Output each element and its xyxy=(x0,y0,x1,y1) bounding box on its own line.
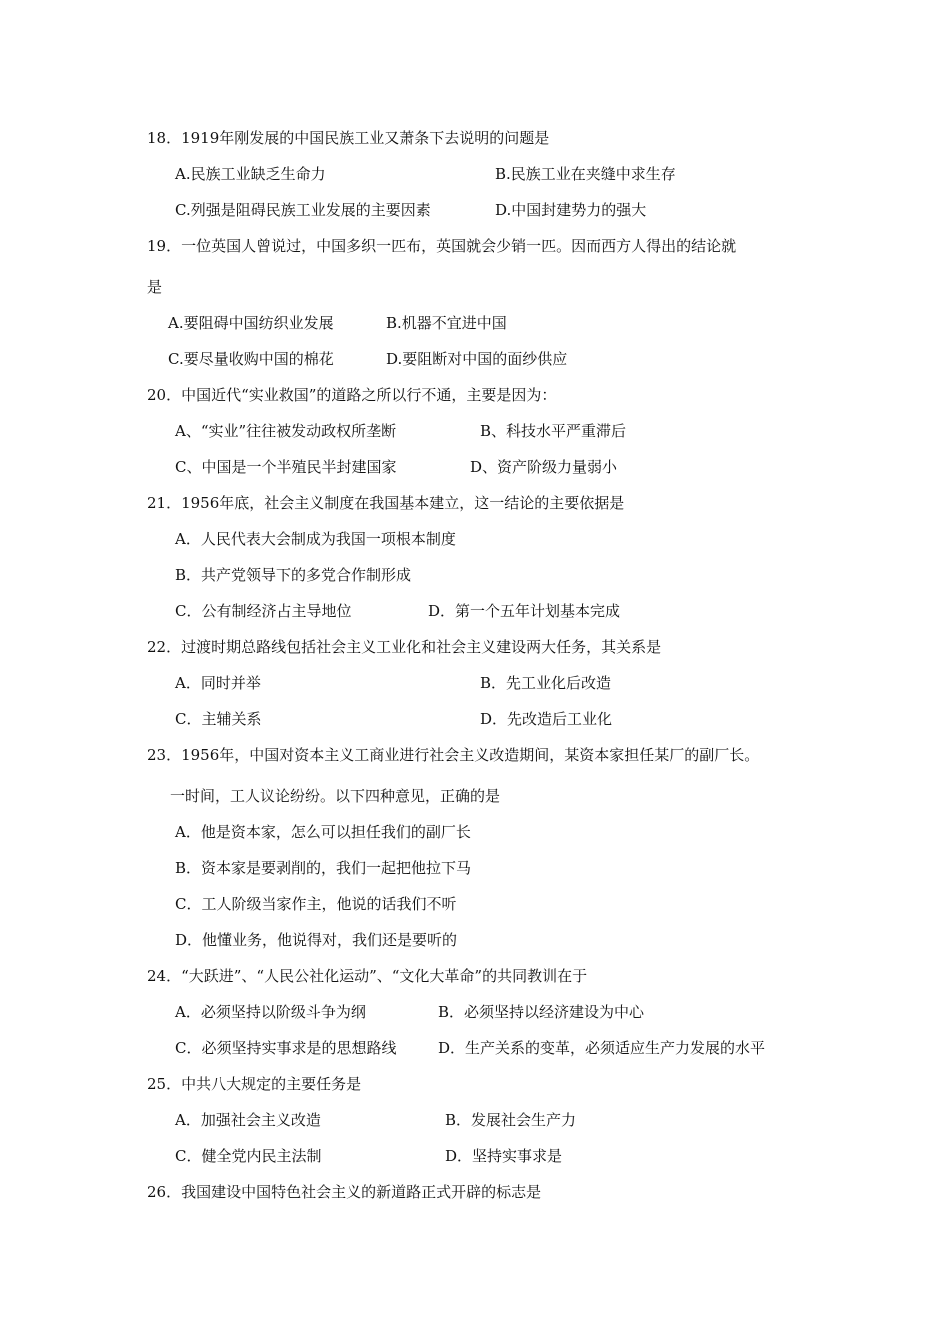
question-19-option-a: A.要阻碍中国纺织业发展 xyxy=(168,314,334,332)
question-25-option-b: B．发展社会生产力 xyxy=(445,1111,577,1129)
question-22-option-c: C．主辅关系 xyxy=(175,710,262,728)
question-23-option-a: A．他是资本家，怎么可以担任我们的副厂长 xyxy=(175,823,471,841)
question-19-option-d: D.要阻断对中国的面纱供应 xyxy=(386,350,568,368)
question-22-stem: 22．过渡时期总路线包括社会主义工业化和社会主义建设两大任务，其关系是 xyxy=(147,638,662,656)
question-25-option-d: D．坚持实事求是 xyxy=(445,1147,563,1165)
question-26-stem: 26．我国建设中国特色社会主义的新道路正式开辟的标志是 xyxy=(147,1183,542,1201)
question-18-option-c: C.列强是阻碍民族工业发展的主要因素 xyxy=(175,201,431,219)
question-18-option-a: A.民族工业缺乏生命力 xyxy=(175,165,326,183)
question-23-option-c: C．工人阶级当家作主，他说的话我们不听 xyxy=(175,895,457,913)
question-22-option-d: D．先改造后工业化 xyxy=(480,710,613,728)
question-18-stem: 18．1919年刚发展的中国民族工业又萧条下去说明的问题是 xyxy=(147,129,550,147)
question-20-option-c: C、中国是一个半殖民半封建国家 xyxy=(175,458,397,476)
question-25-option-a: A．加强社会主义改造 xyxy=(175,1111,321,1129)
question-19-option-c: C.要尽量收购中国的棉花 xyxy=(168,350,334,368)
question-20-option-a: A、“实业”往往被发动政权所垄断 xyxy=(175,422,397,440)
question-24-option-b: B．必须坚持以经济建设为中心 xyxy=(438,1003,645,1021)
question-23-stem-continued: 一时间，工人议论纷纷。以下四种意见，正确的是 xyxy=(170,787,501,805)
question-21-stem: 21．1956年底，社会主义制度在我国基本建立，这一结论的主要依据是 xyxy=(147,494,625,512)
question-20-option-b: B、科技水平严重滞后 xyxy=(480,422,627,440)
question-24-stem: 24．“大跃进”、“人民公社化运动”、“文化大革命”的共同教训在于 xyxy=(147,967,588,985)
question-20-stem: 20．中国近代“实业救国”的道路之所以行不通，主要是因为： xyxy=(147,386,557,404)
question-21-option-b: B．共产党领导下的多党合作制形成 xyxy=(175,566,412,584)
question-18-option-b: B.民族工业在夹缝中求生存 xyxy=(495,165,676,183)
question-23-option-d: D．他懂业务，他说得对，我们还是要听的 xyxy=(175,931,458,949)
question-24-option-d: D．生产关系的变革，必须适应生产力发展的水平 xyxy=(438,1039,766,1057)
question-25-option-c: C．健全党内民主法制 xyxy=(175,1147,322,1165)
question-22-option-a: A．同时并举 xyxy=(175,674,261,692)
question-23-stem: 23．1956年，中国对资本主义工商业进行社会主义改造期间，某资本家担任某厂的副厂长。 xyxy=(147,746,760,764)
question-23-option-b: B．资本家是要剥削的，我们一起把他拉下马 xyxy=(175,859,472,877)
question-21-option-d: D．第一个五年计划基本完成 xyxy=(428,602,621,620)
question-25-stem: 25．中共八大规定的主要任务是 xyxy=(147,1075,362,1093)
question-24-option-a: A．必须坚持以阶级斗争为纲 xyxy=(175,1003,366,1021)
question-19-stem: 19．一位英国人曾说过，中国多织一匹布，英国就会少销一匹。因而西方人得出的结论就 xyxy=(147,237,737,255)
question-19-option-b: B.机器不宜进中国 xyxy=(386,314,507,332)
question-22-option-b: B．先工业化后改造 xyxy=(480,674,612,692)
question-19-stem-continued: 是 xyxy=(147,278,163,296)
question-21-option-c: C．公有制经济占主导地位 xyxy=(175,602,352,620)
question-24-option-c: C．必须坚持实事求是的思想路线 xyxy=(175,1039,397,1057)
question-21-option-a: A．人民代表大会制成为我国一项根本制度 xyxy=(175,530,456,548)
question-18-option-d: D.中国封建势力的强大 xyxy=(495,201,647,219)
question-20-option-d: D、资产阶级力量弱小 xyxy=(470,458,618,476)
